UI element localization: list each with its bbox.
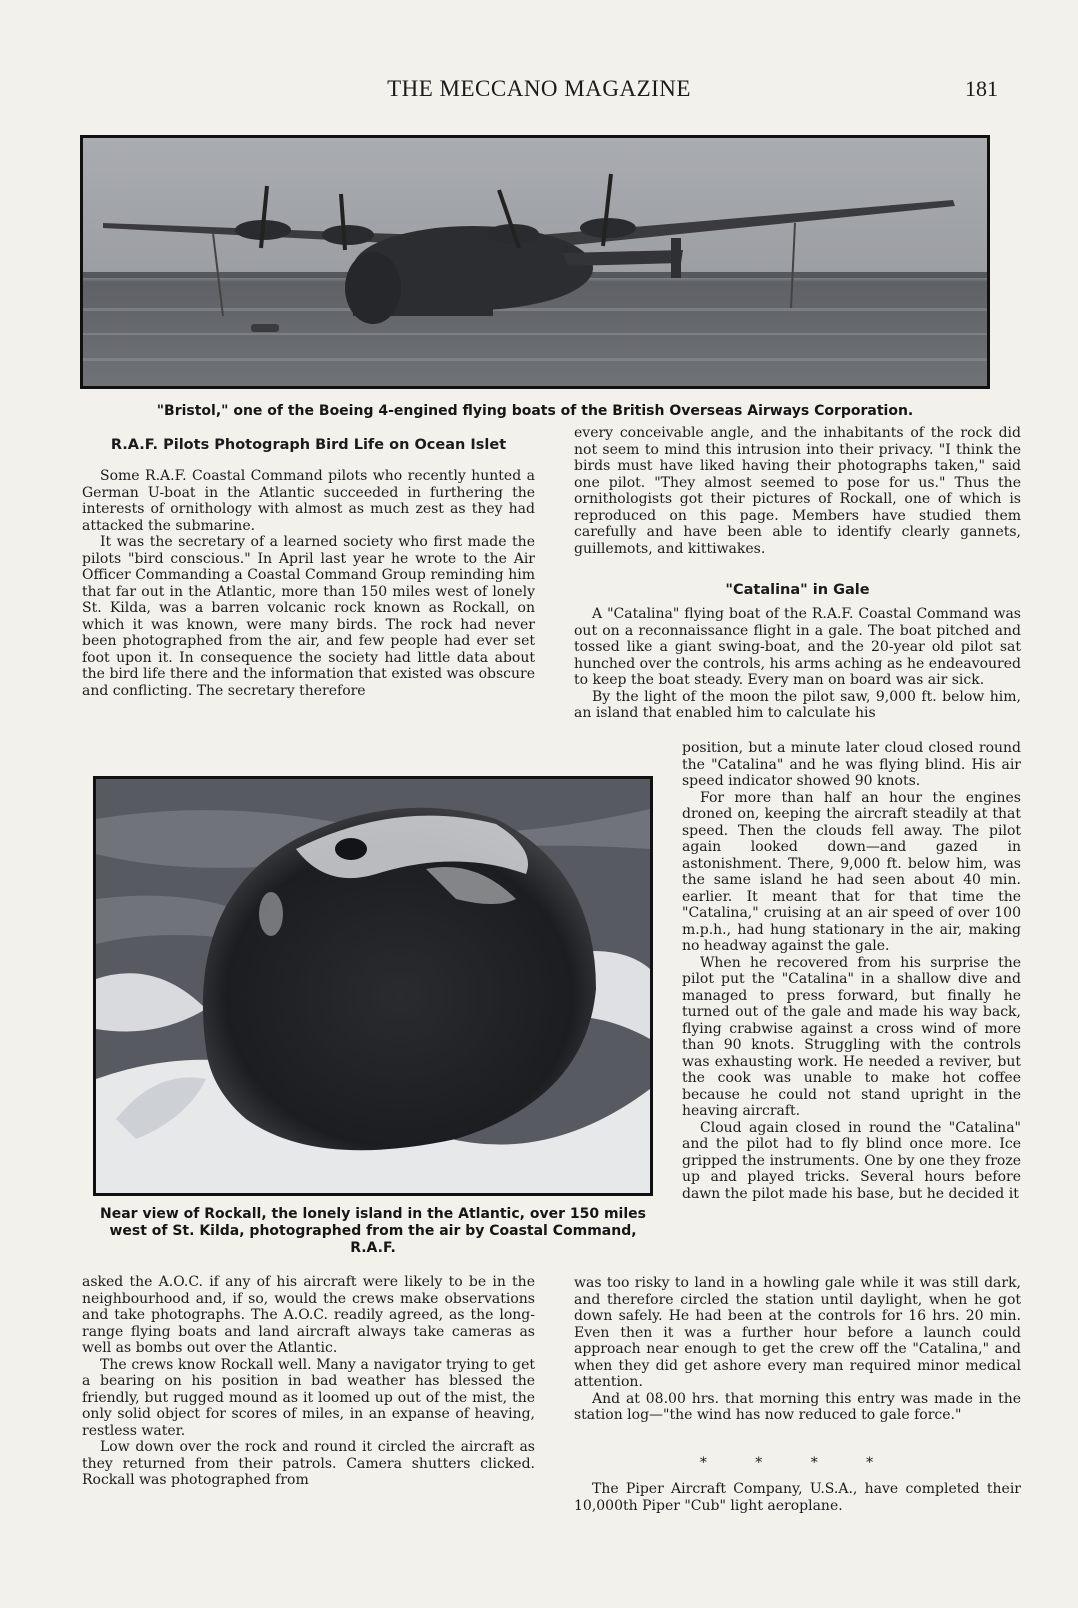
paragraph: For more than half an hour the engines droned on, keeping the aircraft steadily at that speed. Then the clouds fell away. The pilot again looked down—and gazed in astonishment. There, 9,000 ft. below him, was the same island he had seen about 40 min. earlier. It meant that for that time the "Catalina," cruising at an air speed of over 100 m.p.h., had hung stationary in the air, making no headway against the gale. bbox=[682, 789, 1021, 954]
paragraph: Some R.A.F. Coastal Command pilots who recently hunted a German U-boat in the Atlantic succeeded in furthering the interests of ornithology with almost as much zest as they had attacked the submarine. bbox=[82, 468, 535, 534]
rockall-photo bbox=[93, 776, 653, 1196]
article-heading-bird-life: R.A.F. Pilots Photograph Bird Life on Ocean Islet bbox=[110, 437, 507, 453]
page-number: 181 bbox=[965, 76, 998, 101]
article-column-right-bottom bbox=[574, 1275, 1021, 1424]
paragraph: By the light of the moon the pilot saw, 9,000 ft. below him, an island that enabled him to calculate his bbox=[574, 688, 1021, 721]
paragraph: When he recovered from his surprise the pilot put the "Catalina" in a shallow dive and managed to press forward, but finally he turned out of the gale and made his way back, flying crabwise against a cross wind of more than 90 knots. Struggling with the controls was exhausting work. He needed a reviver, but the cook was unable to make hot coffee because he could not stand upright in the heaving aircraft. bbox=[682, 954, 1021, 1119]
article-column-left-bottom bbox=[82, 1274, 535, 1489]
rockall-caption: Near view of Rockall, the lonely island in the Atlantic, over 150 miles west of St. Kilda, photographed from the air by Coastal Command, R.A.F. bbox=[100, 1206, 646, 1256]
piper-note bbox=[574, 1481, 1021, 1514]
article-column-narrow bbox=[682, 740, 1021, 1202]
article-heading-catalina: "Catalina" in Gale bbox=[725, 582, 870, 598]
paragraph: The Piper Aircraft Company, U.S.A., have completed their 10,000th Piper "Cub" light aeroplane. bbox=[574, 1481, 1021, 1514]
paragraph: asked the A.O.C. if any of his aircraft were likely to be in the neighbourhood and, if so, would the crews make observations and take photographs. The A.O.C. readily agreed, as the long-range flying boats and land aircraft always take cameras as well as bombs out over the Atlantic. bbox=[82, 1274, 535, 1356]
article-column-right-catalina bbox=[574, 606, 1021, 722]
flying-boat-photo bbox=[80, 135, 990, 389]
paragraph: Low down over the rock and round it circled the aircraft as they returned from their patrols. Camera shutters clicked. Rockall was photographed from bbox=[82, 1439, 535, 1488]
paragraph: was too risky to land in a howling gale while it was still dark, and therefore circled the station until daylight, when he got down safely. He had been at the controls for 16 hrs. 20 min. Even then it was a further hour before a launch could approach near enough to get the crew off the "Catalina," and when they did get ashore every man required minor medical attention. bbox=[574, 1275, 1021, 1390]
paragraph: position, but a minute later cloud closed round the "Catalina" and he was flying blind. His air speed indicator showed 90 knots. bbox=[682, 740, 1021, 789]
page-title: THE MECCANO MAGAZINE bbox=[387, 76, 691, 101]
flying-boat-caption: "Bristol," one of the Boeing 4-engined flying boats of the British Overseas Airways Corporation. bbox=[156, 403, 914, 419]
paragraph: And at 08.00 hrs. that morning this entry was made in the station log—"the wind has now reduced to gale force." bbox=[574, 1390, 1021, 1423]
paragraph: every conceivable angle, and the inhabitants of the rock did not seem to mind this intrusion into their privacy. "I think the birds must have liked having their photographs taken," said one pilot. "They almost seemed to pose for us." Thus the ornithologists got their pictures of Rockall, one of which is reproduced on this page. Members have studied them carefully and have been able to identify clearly gannets, guillemots, and kittiwakes. bbox=[574, 425, 1021, 557]
article-column-right-top bbox=[574, 425, 1021, 557]
paragraph: It was the secretary of a learned society who first made the pilots "bird conscious." In April last year he wrote to the Air Officer Commanding a Coastal Command Group reminding him that far out in the Atlantic, more than 150 miles west of lonely St. Kilda, was a barren volcanic rock known as Rockall, on which it was known, were many birds. The rock had never been photographed from the air, and few people had ever set foot upon it. In consequence the society had little data about the bird life there and the information that existed was obscure and conflicting. The secretary therefore bbox=[82, 534, 535, 699]
paragraph: The crews know Rockall well. Many a navigator trying to get a bearing on his position in bad weather has blessed the friendly, but rugged mound as it loomed up out of the mist, the only solid object for scores of miles, in an expanse of heaving, restless water. bbox=[82, 1356, 535, 1439]
article-column-left-top bbox=[82, 468, 535, 699]
section-separator: * * * * bbox=[699, 1455, 896, 1471]
paragraph: A "Catalina" flying boat of the R.A.F. Coastal Command was out on a reconnaissance flight in a gale. The boat pitched and tossed like a giant swing-boat, and the 20-year old pilot sat hunched over the controls, his arms aching as he endeavoured to keep the boat steady. Every man on board was air sick. bbox=[574, 606, 1021, 688]
paragraph: Cloud again closed in round the "Catalina" and the pilot had to fly blind once more. Ice gripped the instruments. One by one they froze up and played tricks. Several hours before dawn the pilot made his base, but he decided it bbox=[682, 1119, 1021, 1202]
